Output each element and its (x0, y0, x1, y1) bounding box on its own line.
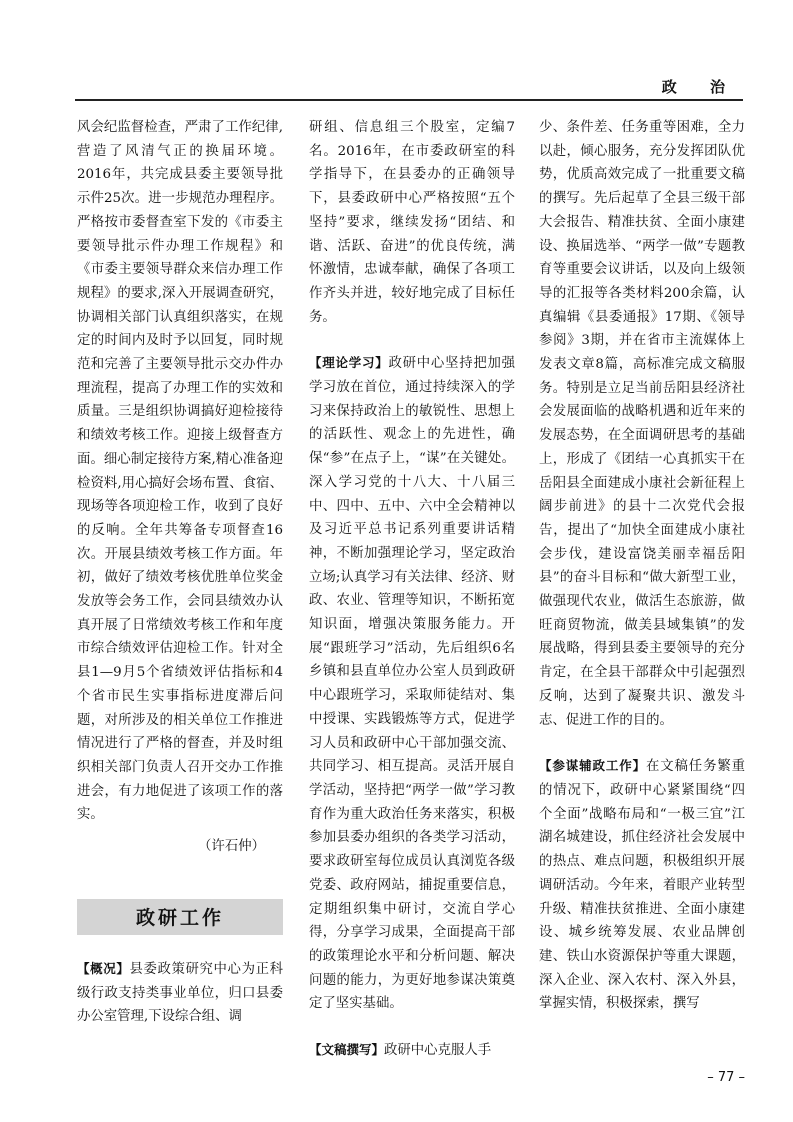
column-2 (309, 116, 515, 1063)
theory-label: 【理论学习】 (309, 355, 389, 371)
draft-label: 【文稿撰写】 (309, 1042, 385, 1058)
section-heading: 政研工作 (135, 907, 224, 930)
page-number: – 77 – (707, 1070, 745, 1085)
column-1 (77, 116, 283, 1029)
overview-text: 县委政策研究中心为正科级行政支持类事业单位，归口县委办公室管理,下设综合组、调 (77, 961, 283, 1025)
paragraph-drafting-cont: 少、条件差、任务重等困难，全力以赴，倾心服务，充分发挥团队优势，优质高效完成了一批重要文稿的撰写。先后起草了全县三级干部大会报告、精准扶贫、全面小康建设、换届选举、“两学一做”专题教育等重要会议讲话，以及向上级领导的汇报等各类材料200余篇，认真编辑《县委通报》17期、《领导参阅》3期，并在省市主流媒体上发表文章8篇，高标准完成文稿服务。特别是立足当前岳阳县经济社会发展面临的战略机遇和近年来的发展态势，在全面调研思考的基础上，形成了《团结一心真抓实干在岳阳县全面建成小康社会新征程上阔步前进》的县十二次党代会报告，提出了“加快全面建成小康社会步伐，建设富饶美丽幸福岳阳县”的奋斗目标和“做大新型工业，做强现代农业，做活生态旅游，做旺商贸物流，做美县域集镇”的发展战略，得到县委主要领导的充分肯定，在全县干部群众中引起强烈反响，达到了凝聚共识、激发斗志、促进工作的目的。 (539, 120, 745, 728)
header-rule (75, 99, 743, 101)
paragraph-advisory (539, 754, 745, 1016)
overview-label: 【概况】 (77, 960, 130, 976)
paragraph-drafting (309, 1038, 515, 1063)
advice-text: 在文稿任务繁重的情况下，政研中心紧紧围绕“四个全面”战略布局和“一极三宜”江湖名城建设，抓住经济社会发展中的热点、难点问题，积极组织开展调研活动。今年来，着眼产业转型升级、精准扶贫推进、全面小康建设、城乡统筹发展、农业品牌创建、铁山水资源保护等重大课题，深入企业、深入农村、深入外县，掌握实情，积极探索，撰写 (539, 759, 745, 1012)
paragraph-supervision: 风会纪监督检查，严肃了工作纪律,营造了风清气正的换届环境。2016年，共完成县委主要领导批示件25次。进一步规范办理程序。严格按市委督查室下发的《市委主要领导批示件办理工作规程》和《市委主要领导群众来信办理工作规程》的要求,深入开展调查研究，协调相关部门认真组织落实，在规定的时间内及时予以回复，同时规范和完善了主要领导批示交办件办理流程，提高了办理工作的实效和质量。三是组织协调搞好迎检接待和绩效考核工作。迎接上级督查方面。细心制定接待方案,精心准备迎检资料,用心搞好会场布置、食宿、现场等各项迎检工作，收到了良好的反响。全年共筹备专项督查16次。开展县绩效考核工作方面。年初，做好了绩效考核优胜单位奖金发放等会务工作，会同县绩效办认真开展了日常绩效考核工作和年度市综合绩效评估迎检工作。针对全县1—9月5个省绩效评估指标和4个省市民生实事指标进度滞后问题，对所涉及的相关单位工作推进情况进行了严格的督查，并及时组织相关部门负责人召开交办工作推进会，有力地促进了该项工作的落实。 (77, 120, 283, 823)
paragraph-overview-cont: 研组、信息组三个股室，定编7名。2016年，在市委政研室的科学指导下，在县委办的正确领导下，县委政研中心严格按照“五个坚持”要求，继续发扬“团结、和谐、活跃、奋进”的优良传统，满怀激情，忠诚奉献，确保了各项工作齐头并进，较好地完成了目标任务。 (309, 120, 515, 325)
draft-text: 政研中心克服人手 (384, 1043, 492, 1059)
column-3 (539, 116, 745, 1016)
theory-text: 政研中心坚持把加强学习放在首位，通过持续深入的学习来保持政治上的敏锐性、思想上的活跃性、观念上的先进性，确保“参”在点子上，“谋”在关键处。深入学习党的十八大、十八届三中、四中、五中、六中全会精神以及习近平总书记系列重要讲话精神，不断加强理论学习，坚定政治立场;认真学习有关法律、经济、财政、农业、管理等知识，不断拓宽知识面，增强决策服务能力。开展“跟班学习”活动，先后组织6名乡镇和县直单位办公室人员到政研中心跟班学习，采取师徒结对、集中授课、实践锻炼等方式，促进学习人员和政研中心干部加强交流、共同学习、相互提高。灵活开展自学活动，坚持把“两学一做”学习教育作为重大政治任务来落实，积极参加县委办组织的各类学习活动，要求政研室每位成员认真浏览各级党委、政府网站，捕捉重要信息，定期组织集中研讨，交流自学心得，分享学习成果，全面提高干部的政策理论水平和分析问题、解决问题的能力，为更好地参谋决策奠定了坚实基础。 (309, 356, 515, 1012)
author-credit: （许石仲） (198, 839, 265, 855)
paragraph-theory (309, 351, 515, 1016)
paragraph-overview (77, 957, 283, 1029)
running-header-title: 政 治 (661, 78, 739, 96)
advice-label: 【参谋辅政工作】 (539, 758, 647, 774)
section-heading-box (77, 899, 283, 935)
